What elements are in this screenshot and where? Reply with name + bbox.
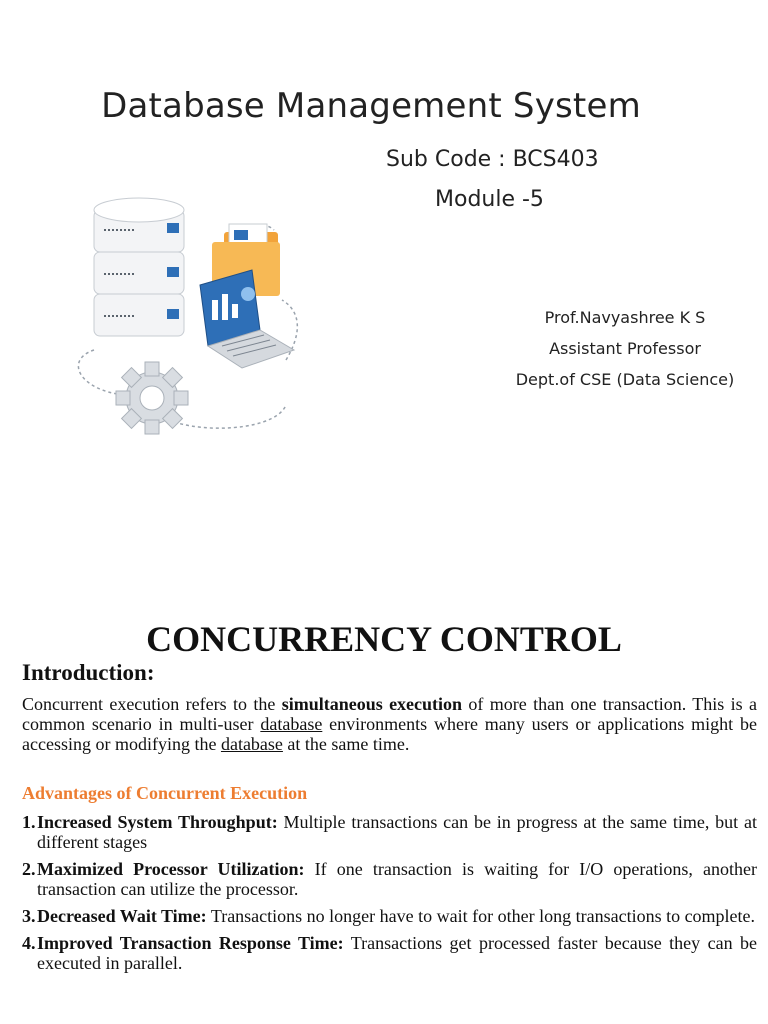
intro-text: of more than one transaction. This is a common scenario in multi-user	[22, 694, 758, 734]
item-text: Transactions get processed faster because they can be executed in parallel.	[37, 933, 757, 973]
author-name: Prof.Navyashree K S	[544, 308, 706, 327]
subject-code: Sub Code : BCS403	[386, 147, 599, 172]
item-text: If one transaction is waiting for I/O operations, another transaction can utilize the processor.	[37, 859, 757, 899]
intro-text: at the same time.	[282, 734, 410, 754]
author-designation: Assistant Professor	[549, 339, 701, 358]
page-title: Database Management System	[101, 86, 641, 126]
item-number: 4.	[22, 933, 36, 953]
item-title: Increased System Throughput:	[37, 812, 278, 832]
database-link[interactable]: database	[260, 714, 323, 734]
list-item	[22, 859, 757, 899]
item-title: Decreased Wait Time:	[37, 906, 207, 926]
advantages-list	[22, 812, 757, 980]
advantages-heading: Advantages of Concurrent Execution	[22, 783, 308, 803]
list-item	[22, 933, 757, 973]
database-link[interactable]: database	[220, 734, 283, 754]
item-text: Transactions no longer have to wait for other long transactions to complete.	[206, 906, 756, 926]
item-text: Multiple transactions can be in progress at the same time, but at different stages	[37, 812, 757, 852]
intro-heading: Introduction:	[22, 660, 155, 685]
author-department: Dept.of CSE (Data Science)	[515, 370, 735, 389]
database-server-icon	[94, 198, 184, 336]
intro-text: environments where many users or applications might be accessing or modifying the	[22, 714, 757, 754]
intro-text: Concurrent execution refers to the	[22, 694, 282, 714]
item-number: 2.	[22, 859, 36, 879]
intro-bold: simultaneous execution	[281, 694, 463, 714]
list-item	[22, 812, 757, 852]
module-label: Module -5	[435, 187, 544, 212]
item-number: 1.	[22, 812, 36, 832]
list-item	[22, 906, 757, 926]
database-illustration	[24, 190, 360, 445]
intro-paragraph	[22, 694, 757, 754]
item-title: Improved Transaction Response Time:	[37, 933, 344, 953]
item-title: Maximized Processor Utilization:	[37, 859, 305, 879]
author-block	[500, 302, 750, 395]
gear-icon	[116, 362, 188, 434]
section-heading: CONCURRENCY CONTROL	[146, 619, 622, 659]
item-number: 3.	[22, 906, 36, 926]
